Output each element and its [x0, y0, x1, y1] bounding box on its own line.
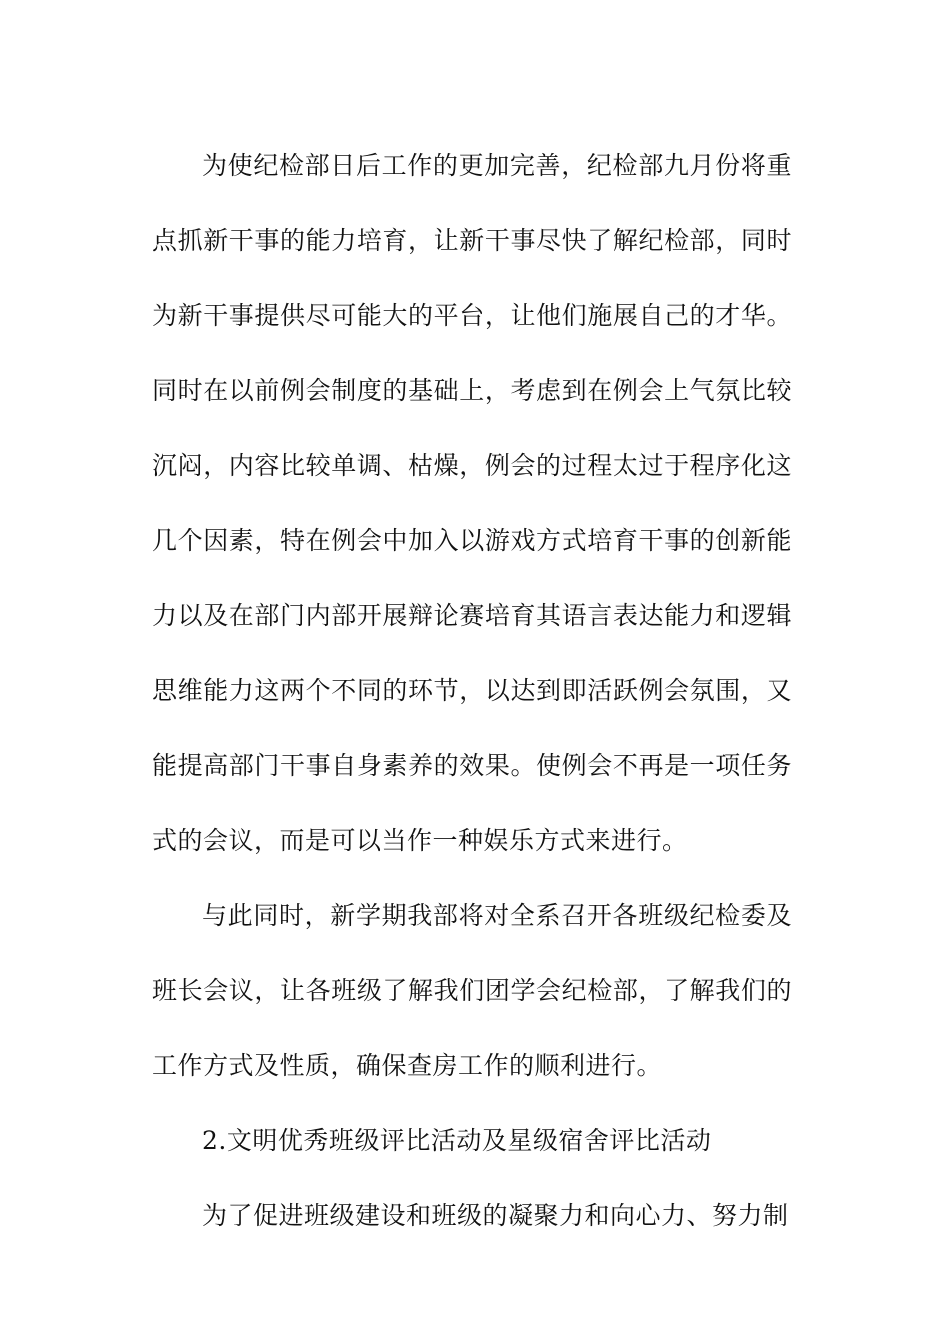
document-body [152, 128, 792, 1253]
section-heading: 2.文明优秀班级评比活动及星级宿舍评比活动 [202, 1126, 712, 1155]
paragraph-class-evaluation: 为了促进班级建设和班级的凝聚力和向心力、努力制 [202, 1201, 789, 1230]
paragraph-class-meeting: 与此同时，新学期我部将对全系召开各班级纪检委及班长会议，让各班级了解我们团学会纪检部，了解我们的工作方式及性质，确保查房工作的顺利进行。 [152, 901, 792, 1080]
paragraph-meeting-improvement: 为使纪检部日后工作的更加完善，纪检部九月份将重点抓新干事的能力培育，让新干事尽快了解纪检部，同时为新干事提供尽可能大的平台，让他们施展自己的才华。同时在以前例会制度的基础上，考虑到在例会上气氛比较沉闷，内容比较单调、枯燥，例会的过程太过于程序化这几个因素，特在例会中加入以游戏方式培育干事的创新能力以及在部门内部开展辩论赛培育其语言表达能力和逻辑思维能力这两个不同的环节，以达到即活跃例会氛围，又能提高部门干事自身素养的效果。使例会不再是一项任务式的会议，而是可以当作一种娱乐方式来进行。 [152, 151, 792, 855]
